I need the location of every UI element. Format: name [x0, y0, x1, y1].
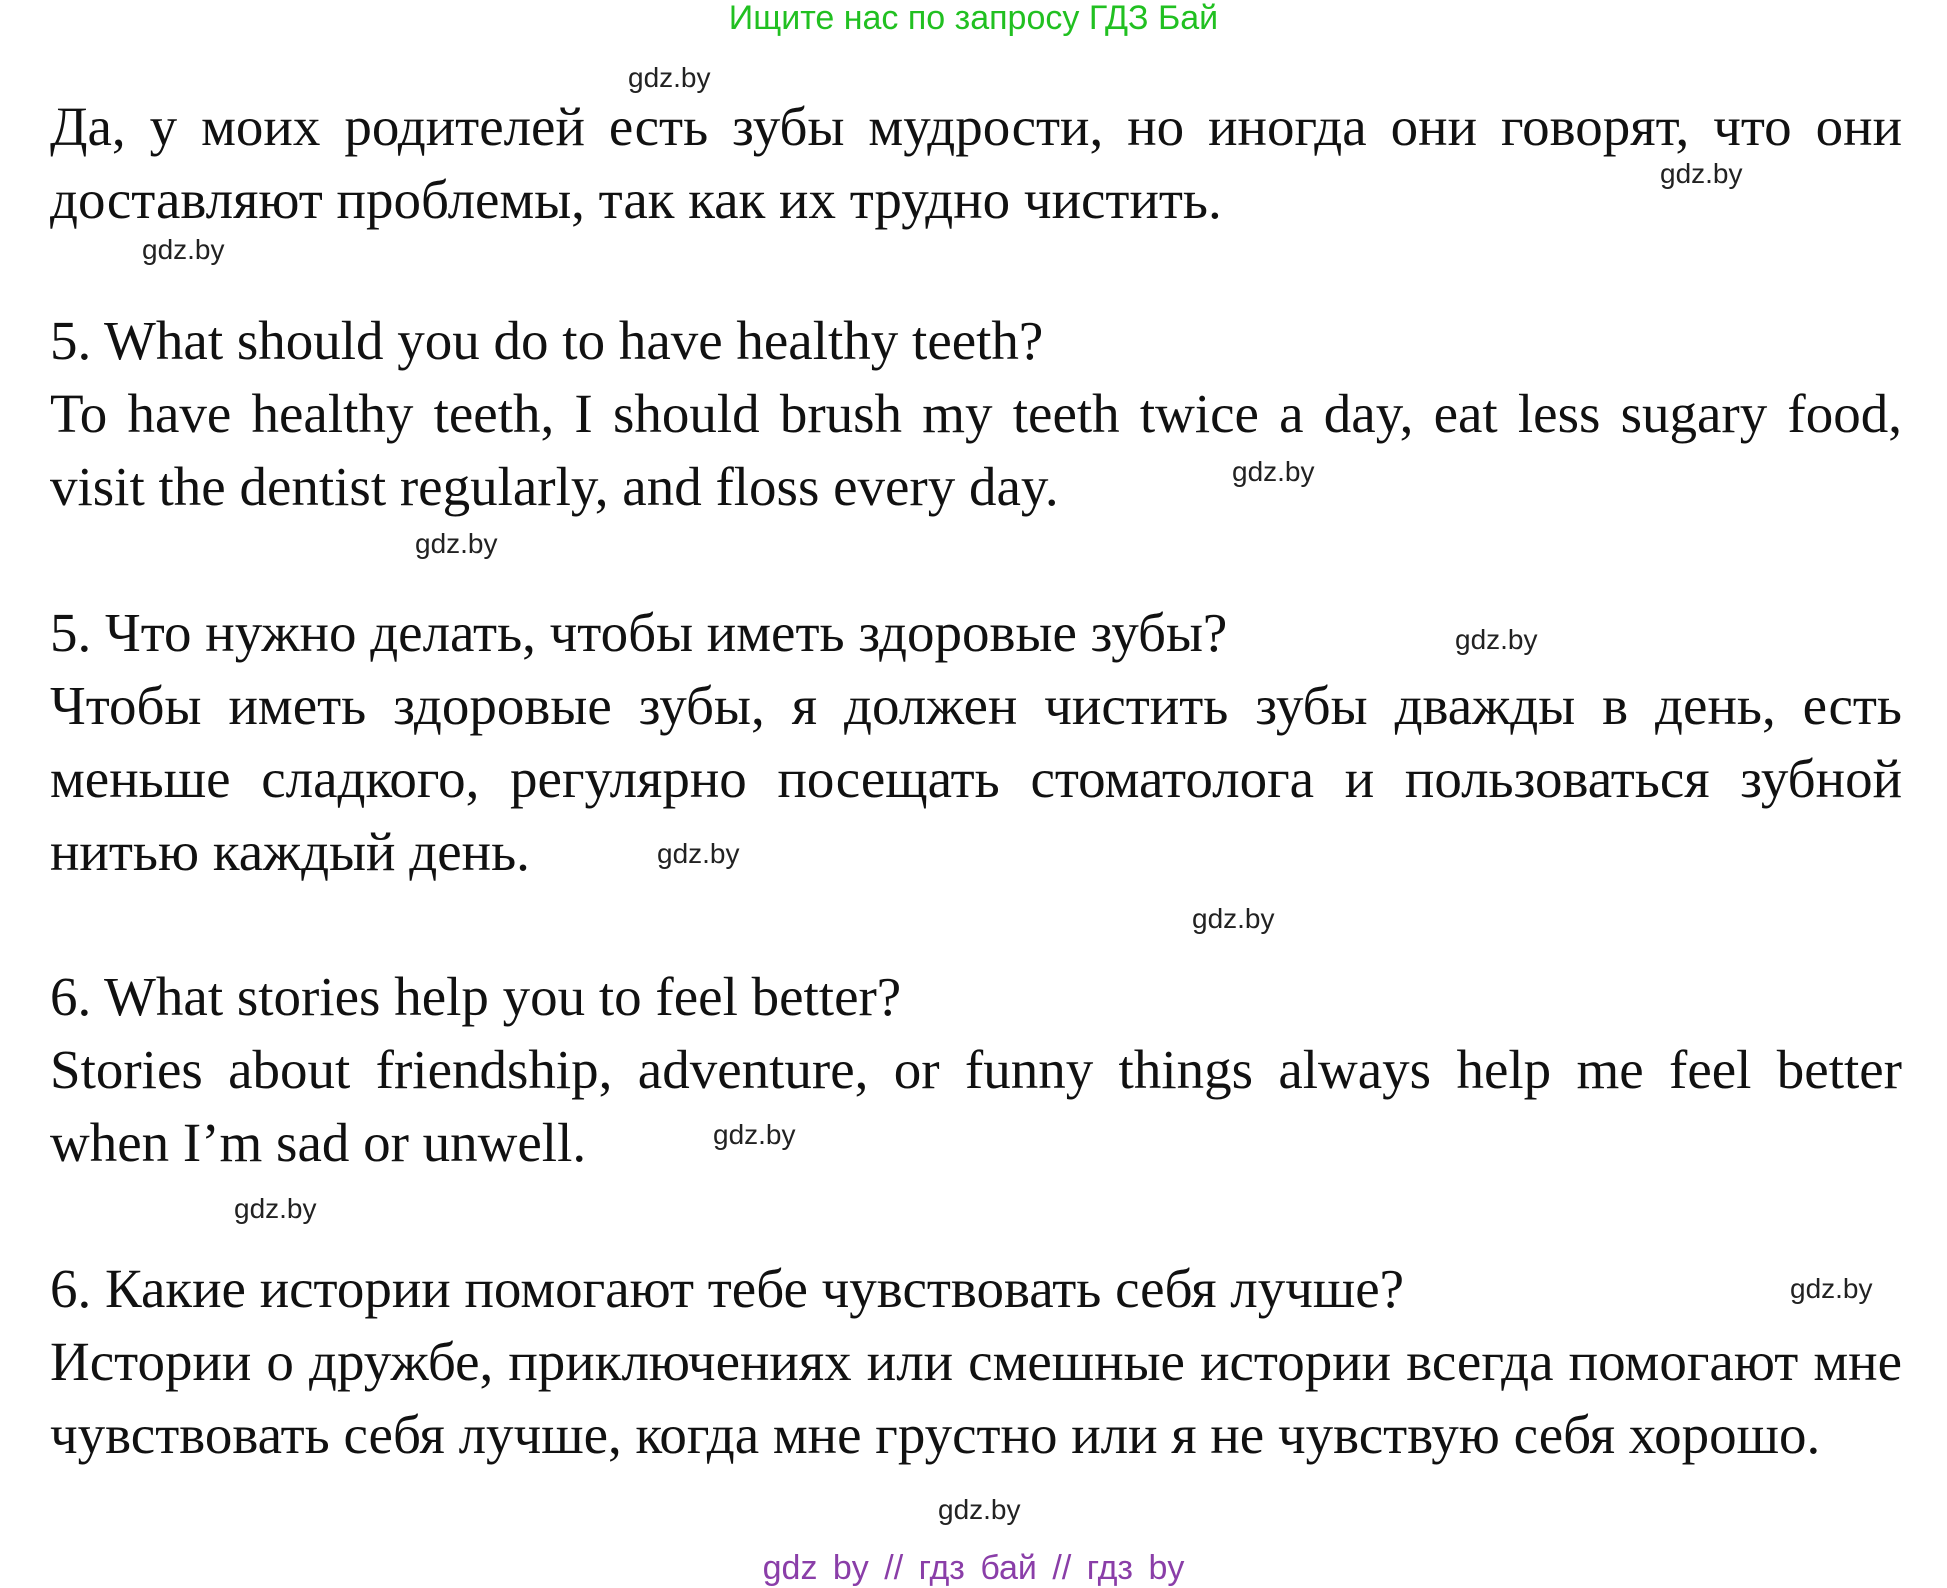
watermark: gdz.by	[415, 528, 498, 559]
watermark: gdz.by	[1790, 1273, 1873, 1304]
watermark: gdz.by	[1192, 903, 1275, 934]
answer-5-ru: Чтобы иметь здоровые зубы, я должен чистить зубы дважды в день, есть меньше сладкого, регулярно посещать стоматолога и пользоваться зубной нитью каждый день.	[50, 675, 1902, 882]
question-5-en: 5. What should you do to have healthy teeth?	[50, 310, 1044, 371]
question-5-ru: 5. Что нужно делать, чтобы иметь здоровые зубы?	[50, 602, 1228, 663]
answer-5-en: To have healthy teeth, I should brush my teeth twice a day, eat less sugary food, visit the dentist regularly, and floss every day.	[50, 383, 1902, 517]
watermark: gdz.by	[234, 1193, 317, 1224]
answer-4-ru: Да, у моих родителей есть зубы мудрости, но иногда они говорят, что они доставляют проблемы, так как их трудно чистить.	[50, 96, 1902, 230]
watermark: gdz.by	[713, 1119, 796, 1150]
watermark: gdz.by	[1232, 456, 1315, 487]
question-6-ru: 6. Какие истории помогают тебе чувствовать себя лучше?	[50, 1258, 1405, 1319]
question-6-en: 6. What stories help you to feel better?	[50, 966, 902, 1027]
top-banner: Ищите нас по запросу ГДЗ Бай	[728, 0, 1219, 37]
watermark: gdz.by	[628, 62, 711, 93]
watermark: gdz.by	[142, 234, 225, 265]
watermark: gdz.by	[1455, 624, 1538, 655]
footer-links: gdz by // гдз бай // гдз by	[762, 1549, 1185, 1587]
watermark: gdz.by	[1660, 158, 1743, 189]
watermark: gdz.by	[657, 838, 740, 869]
watermark: gdz.by	[938, 1494, 1021, 1525]
answer-6-en: Stories about friendship, adventure, or funny things always help me feel better when I’m sad or unwell.	[50, 1039, 1902, 1173]
answer-6-ru: Истории о дружбе, приключениях или смешные истории всегда помогают мне чувствовать себя лучше, когда мне грустно или я не чувствую себя хорошо.	[50, 1331, 1902, 1465]
